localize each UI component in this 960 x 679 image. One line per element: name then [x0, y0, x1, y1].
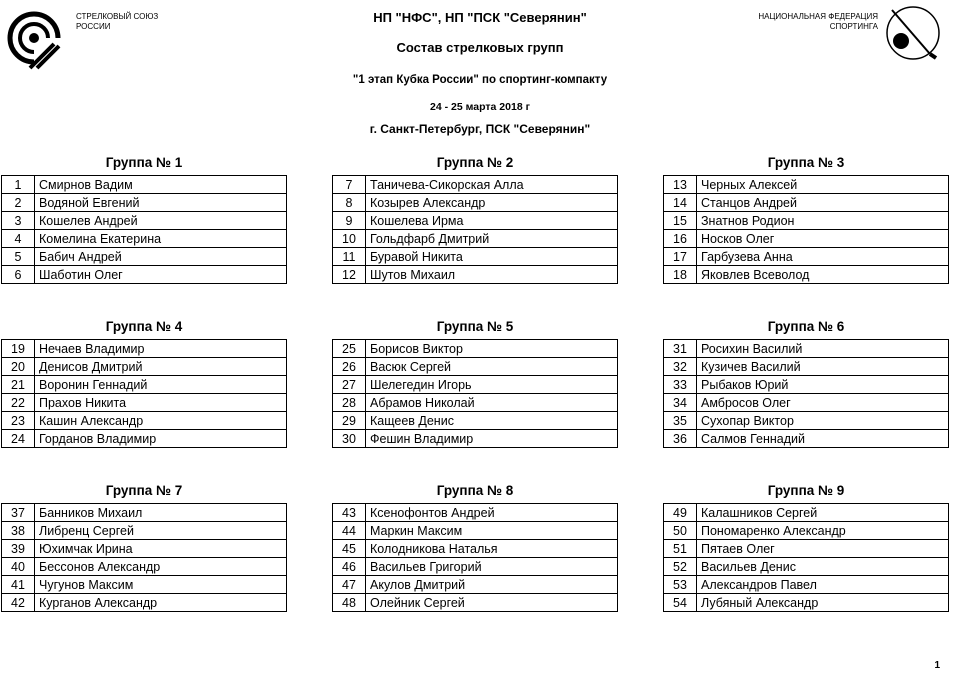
group-3	[663, 155, 949, 284]
group-table	[1, 503, 287, 612]
group-table	[1, 175, 287, 284]
shooter-number: 48	[333, 594, 366, 612]
group-7	[1, 483, 287, 612]
shooter-name: Кошелева Ирма	[366, 212, 618, 230]
shooter-number: 18	[664, 266, 697, 284]
table-row	[664, 340, 949, 358]
shooter-number: 16	[664, 230, 697, 248]
table-row	[664, 248, 949, 266]
shooter-number: 45	[333, 540, 366, 558]
shooter-number: 25	[333, 340, 366, 358]
shooter-name: Козырев Александр	[366, 194, 618, 212]
shooter-number: 1	[2, 176, 35, 194]
shooter-number: 8	[333, 194, 366, 212]
group-8	[332, 483, 618, 612]
table-row	[2, 540, 287, 558]
group-table	[663, 503, 949, 612]
group-title: Группа № 1	[105, 155, 183, 170]
shooter-number: 33	[664, 376, 697, 394]
shooter-name: Калашников Сергей	[697, 504, 949, 522]
shooter-number: 47	[333, 576, 366, 594]
table-row	[333, 522, 618, 540]
table-row	[333, 594, 618, 612]
shooter-number: 41	[2, 576, 35, 594]
shooter-number: 40	[2, 558, 35, 576]
group-title: Группа № 8	[436, 483, 514, 498]
shooter-number: 46	[333, 558, 366, 576]
shooter-number: 9	[333, 212, 366, 230]
shooter-number: 6	[2, 266, 35, 284]
table-row	[664, 576, 949, 594]
table-row	[2, 340, 287, 358]
group-2	[332, 155, 618, 284]
table-row	[333, 266, 618, 284]
group-table	[663, 339, 949, 448]
event-dates: 24 - 25 марта 2018 г	[430, 101, 530, 113]
shooter-name: Салмов Геннадий	[697, 430, 949, 448]
shooter-number: 11	[333, 248, 366, 266]
shooter-name: Ксенофонтов Андрей	[366, 504, 618, 522]
shooter-number: 10	[333, 230, 366, 248]
shooter-number: 52	[664, 558, 697, 576]
shooter-name: Носков Олег	[697, 230, 949, 248]
table-row	[2, 394, 287, 412]
org-right-line1: НАЦИОНАЛЬНАЯ ФЕДЕРАЦИЯ	[758, 12, 878, 21]
shooter-name: Бабич Андрей	[35, 248, 287, 266]
shooter-name: Смирнов Вадим	[35, 176, 287, 194]
table-row	[333, 340, 618, 358]
shooter-number: 36	[664, 430, 697, 448]
shooter-name: Либренц Сергей	[35, 522, 287, 540]
shooter-name: Шаботин Олег	[35, 266, 287, 284]
shooter-name: Горданов Владимир	[35, 430, 287, 448]
group-9	[663, 483, 949, 612]
group-5	[332, 319, 618, 448]
shooter-number: 14	[664, 194, 697, 212]
table-row	[2, 266, 287, 284]
table-row	[2, 412, 287, 430]
shooter-name: Колодникова Наталья	[366, 540, 618, 558]
shooter-number: 37	[2, 504, 35, 522]
shooter-number: 35	[664, 412, 697, 430]
shooter-name: Шелегедин Игорь	[366, 376, 618, 394]
shooter-number: 50	[664, 522, 697, 540]
group-6	[663, 319, 949, 448]
shooter-number: 19	[2, 340, 35, 358]
shooter-number: 31	[664, 340, 697, 358]
shooter-name: Олейник Сергей	[366, 594, 618, 612]
group-table	[332, 503, 618, 612]
org-right-line2: СПОРТИНГА	[829, 22, 878, 31]
table-row	[333, 230, 618, 248]
table-row	[2, 194, 287, 212]
shooter-number: 27	[333, 376, 366, 394]
table-row	[333, 194, 618, 212]
shooter-number: 13	[664, 176, 697, 194]
shooter-number: 4	[2, 230, 35, 248]
shooter-name: Таничева-Сикорская Алла	[366, 176, 618, 194]
group-1	[1, 155, 287, 284]
shooter-number: 38	[2, 522, 35, 540]
shooter-name: Борисов Виктор	[366, 340, 618, 358]
shooter-number: 51	[664, 540, 697, 558]
shooter-name: Васильев Денис	[697, 558, 949, 576]
document-subtitle: Состав стрелковых групп	[396, 40, 564, 55]
shooter-name: Рыбаков Юрий	[697, 376, 949, 394]
group-title: Группа № 2	[436, 155, 514, 170]
group-title: Группа № 5	[436, 319, 514, 334]
shooter-number: 32	[664, 358, 697, 376]
table-row	[333, 394, 618, 412]
shooter-number: 42	[2, 594, 35, 612]
shooter-name: Денисов Дмитрий	[35, 358, 287, 376]
shooter-name: Гарбузева Анна	[697, 248, 949, 266]
table-row	[333, 248, 618, 266]
shooter-name: Александров Павел	[697, 576, 949, 594]
shooter-name: Абрамов Николай	[366, 394, 618, 412]
table-row	[664, 394, 949, 412]
shooter-number: 12	[333, 266, 366, 284]
shooter-number: 43	[333, 504, 366, 522]
table-row	[2, 522, 287, 540]
shooter-number: 53	[664, 576, 697, 594]
shooter-number: 44	[333, 522, 366, 540]
shooter-number: 5	[2, 248, 35, 266]
table-row	[333, 558, 618, 576]
table-row	[664, 430, 949, 448]
shooter-name: Кащеев Денис	[366, 412, 618, 430]
shooter-name: Комелина Екатерина	[35, 230, 287, 248]
shooter-name: Гольдфарб Дмитрий	[366, 230, 618, 248]
shooter-name: Нечаев Владимир	[35, 340, 287, 358]
shooter-name: Маркин Максим	[366, 522, 618, 540]
shooter-name: Юхимчак Ирина	[35, 540, 287, 558]
shooter-name: Сухопар Виктор	[697, 412, 949, 430]
table-row	[2, 230, 287, 248]
table-row	[2, 576, 287, 594]
table-row	[2, 558, 287, 576]
shooter-name: Лубяный Александр	[697, 594, 949, 612]
org-left-line1: СТРЕЛКОВЫЙ СОЮЗ	[76, 12, 159, 21]
shooter-name: Пятаев Олег	[697, 540, 949, 558]
shooter-number: 20	[2, 358, 35, 376]
shooter-name: Банников Михаил	[35, 504, 287, 522]
shooter-name: Бессонов Александр	[35, 558, 287, 576]
table-row	[664, 540, 949, 558]
table-row	[333, 430, 618, 448]
shooter-number: 34	[664, 394, 697, 412]
group-table	[332, 175, 618, 284]
table-row	[333, 576, 618, 594]
table-row	[664, 176, 949, 194]
table-row	[2, 176, 287, 194]
shooter-number: 7	[333, 176, 366, 194]
table-row	[664, 522, 949, 540]
event-location: г. Санкт-Петербург, ПСК "Северянин"	[369, 122, 591, 136]
shooter-name: Кашин Александр	[35, 412, 287, 430]
shooter-number: 49	[664, 504, 697, 522]
table-row	[333, 358, 618, 376]
shooter-number: 17	[664, 248, 697, 266]
shooter-number: 23	[2, 412, 35, 430]
group-title: Группа № 6	[767, 319, 845, 334]
shooter-name: Фешин Владимир	[366, 430, 618, 448]
shooter-name: Акулов Дмитрий	[366, 576, 618, 594]
shooter-number: 22	[2, 394, 35, 412]
shooter-name: Чугунов Максим	[35, 576, 287, 594]
shooter-number: 26	[333, 358, 366, 376]
table-row	[2, 376, 287, 394]
group-4	[1, 319, 287, 448]
shooter-name: Станцов Андрей	[697, 194, 949, 212]
group-table	[663, 175, 949, 284]
shooter-name: Росихин Василий	[697, 340, 949, 358]
table-row	[333, 504, 618, 522]
group-title: Группа № 3	[767, 155, 845, 170]
table-row	[2, 212, 287, 230]
shooter-name: Васильев Григорий	[366, 558, 618, 576]
shooter-name: Черных Алексей	[697, 176, 949, 194]
group-title: Группа № 7	[105, 483, 183, 498]
table-row	[664, 376, 949, 394]
shooter-name: Водяной Евгений	[35, 194, 287, 212]
shooter-name: Кузичев Василий	[697, 358, 949, 376]
org-left-line2: РОССИИ	[76, 22, 111, 31]
table-row	[2, 430, 287, 448]
table-row	[2, 504, 287, 522]
shooter-number: 30	[333, 430, 366, 448]
shooter-name: Знатнов Родион	[697, 212, 949, 230]
shooter-number: 21	[2, 376, 35, 394]
table-row	[664, 558, 949, 576]
shooter-number: 15	[664, 212, 697, 230]
group-table	[1, 339, 287, 448]
table-row	[664, 594, 949, 612]
shooter-number: 24	[2, 430, 35, 448]
shooter-name: Васюк Сергей	[366, 358, 618, 376]
page-number: 1	[934, 660, 940, 671]
group-table	[332, 339, 618, 448]
document-title: НП "НФС", НП "ПСК "Северянин"	[373, 10, 587, 25]
table-row	[664, 212, 949, 230]
shooter-number: 28	[333, 394, 366, 412]
event-name: "1 этап Кубка России" по спортинг-компакту	[352, 74, 608, 86]
shooter-name: Пономаренко Александр	[697, 522, 949, 540]
shooter-name: Курганов Александр	[35, 594, 287, 612]
shooter-number: 29	[333, 412, 366, 430]
group-title: Группа № 9	[767, 483, 845, 498]
table-row	[333, 212, 618, 230]
table-row	[2, 248, 287, 266]
shooter-name: Прахов Никита	[35, 394, 287, 412]
shooter-name: Воронин Геннадий	[35, 376, 287, 394]
table-row	[664, 504, 949, 522]
table-row	[333, 376, 618, 394]
table-row	[333, 176, 618, 194]
table-row	[664, 266, 949, 284]
shooter-number: 54	[664, 594, 697, 612]
table-row	[333, 540, 618, 558]
table-row	[664, 230, 949, 248]
shooter-number: 3	[2, 212, 35, 230]
shooter-name: Кошелев Андрей	[35, 212, 287, 230]
group-title: Группа № 4	[105, 319, 183, 334]
table-row	[333, 412, 618, 430]
table-row	[664, 412, 949, 430]
shooter-number: 39	[2, 540, 35, 558]
table-row	[664, 358, 949, 376]
shooter-name: Буравой Никита	[366, 248, 618, 266]
shooter-name: Яковлев Всеволод	[697, 266, 949, 284]
shooter-number: 2	[2, 194, 35, 212]
shooter-name: Амбросов Олег	[697, 394, 949, 412]
shooter-name: Шутов Михаил	[366, 266, 618, 284]
table-row	[2, 358, 287, 376]
table-row	[2, 594, 287, 612]
table-row	[664, 194, 949, 212]
